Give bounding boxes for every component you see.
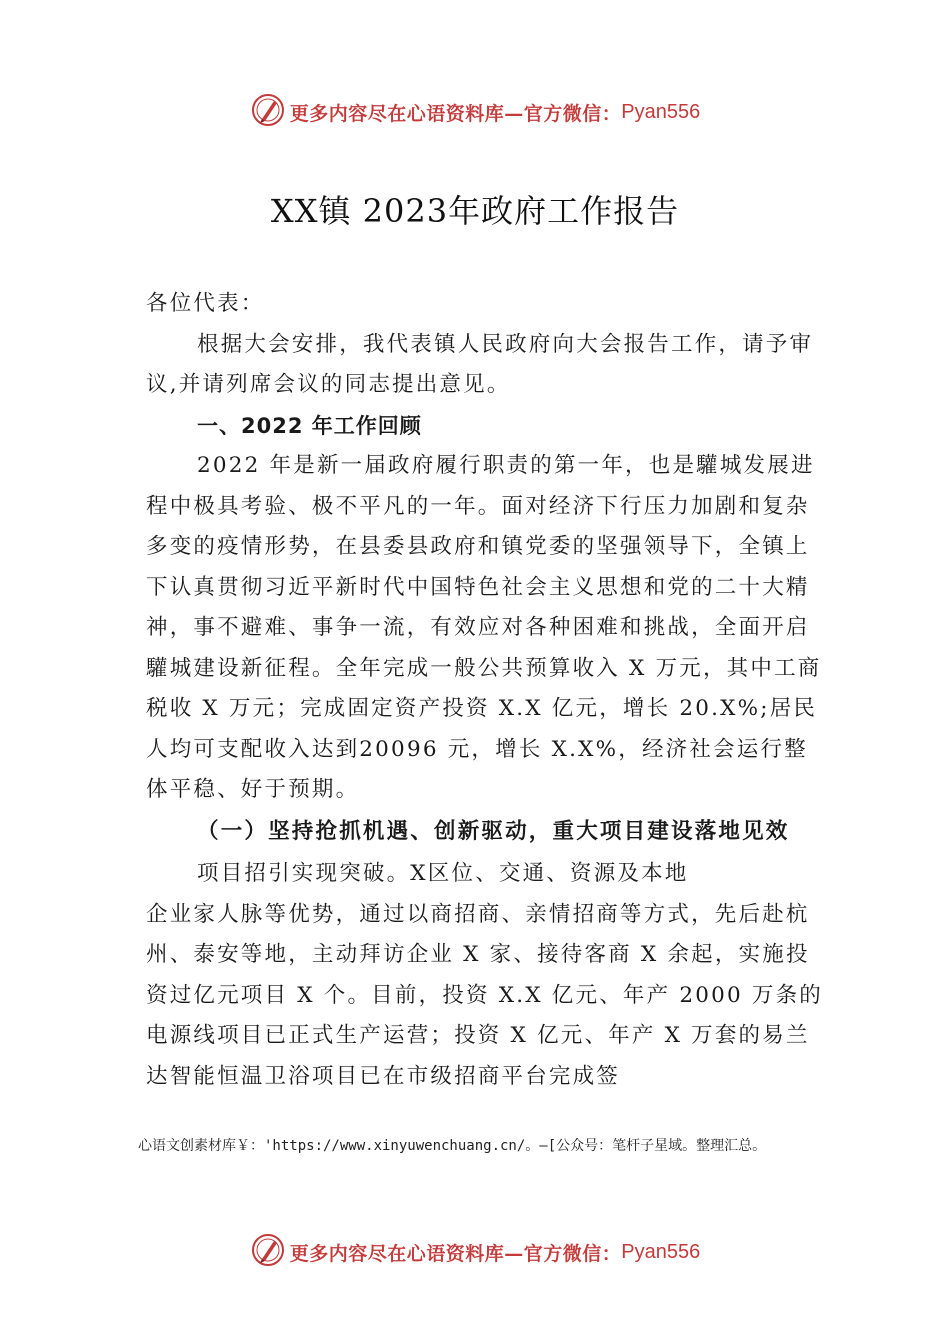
salutation: 各位代表： bbox=[146, 291, 265, 316]
pen-logo-icon bbox=[250, 92, 290, 132]
banner-brand-text: 更多内容尽在心语资料库—官方微信： bbox=[289, 1242, 622, 1265]
pen-logo-icon bbox=[250, 1232, 290, 1272]
section-paragraph: 2022 年是新一届政府履行职责的第一年，也是驩城发展进程中极具考验、极不平凡的一年。面对经济下行压力加剧和复杂多变的疫情形势，在县委县政府和镇党委的坚强领导下，全镇上下认真贯彻习近平新时代中国特色社会主义思想和党的二十大精神，事不避难、事争一流，有效应对各种困难和挑战，全面开启驩城建设新征程。全年完成一般公共预算收入 X 万元，其中工商税收 X 万元；完成固定资产投资 X.X 亿元，增长 20.X%;居民人均可支配收入达到20096 元，增长 X.X%，经济社会运行整体平稳、好于预期。 bbox=[146, 453, 822, 802]
banner-wechat-id: Pyan556 bbox=[621, 1240, 701, 1263]
section-heading: 一、2022 年工作回顾 bbox=[197, 413, 422, 438]
footer-note: 心语文创素材库￥：'https://www.xinyuwenchuang.cn/。—[公众号：笔杆子星域。整理汇总。 bbox=[138, 1138, 767, 1154]
intro-paragraph: 根据大会安排，我代表镇人民政府向大会报告工作，请予审议,并请列席会议的同志提出意见。 bbox=[146, 331, 814, 397]
subsection-heading: （一）坚持抢抓机遇、创新驱动，重大项目建设落地见效 bbox=[197, 818, 790, 844]
bottom-banner bbox=[0, 1232, 950, 1272]
banner-brand-text: 更多内容尽在心语资料库—官方微信： bbox=[289, 102, 622, 125]
page-title: XX镇 2023年政府工作报告 bbox=[270, 192, 680, 230]
project-first-line: 项目招引实现突破。X区位、交通、资源及本地 bbox=[197, 860, 689, 886]
banner-wechat-id: Pyan556 bbox=[621, 100, 701, 123]
top-banner bbox=[0, 92, 950, 132]
document-body bbox=[146, 284, 826, 1097]
project-paragraph: 企业家人脉等优势，通过以商招商、亲情招商等方式，先后赴杭州、泰安等地，主动拜访企业 X 家、接待客商 X 余起，实施投资过亿元项目 X 个。目前，投资 X.X 亿元、年产 2000 万条的电源线项目已正式生产运营；投资 X 亿元、年产 X 万套的易兰达智能恒温卫浴项目已在市级招商平台完成签 bbox=[146, 901, 823, 1089]
